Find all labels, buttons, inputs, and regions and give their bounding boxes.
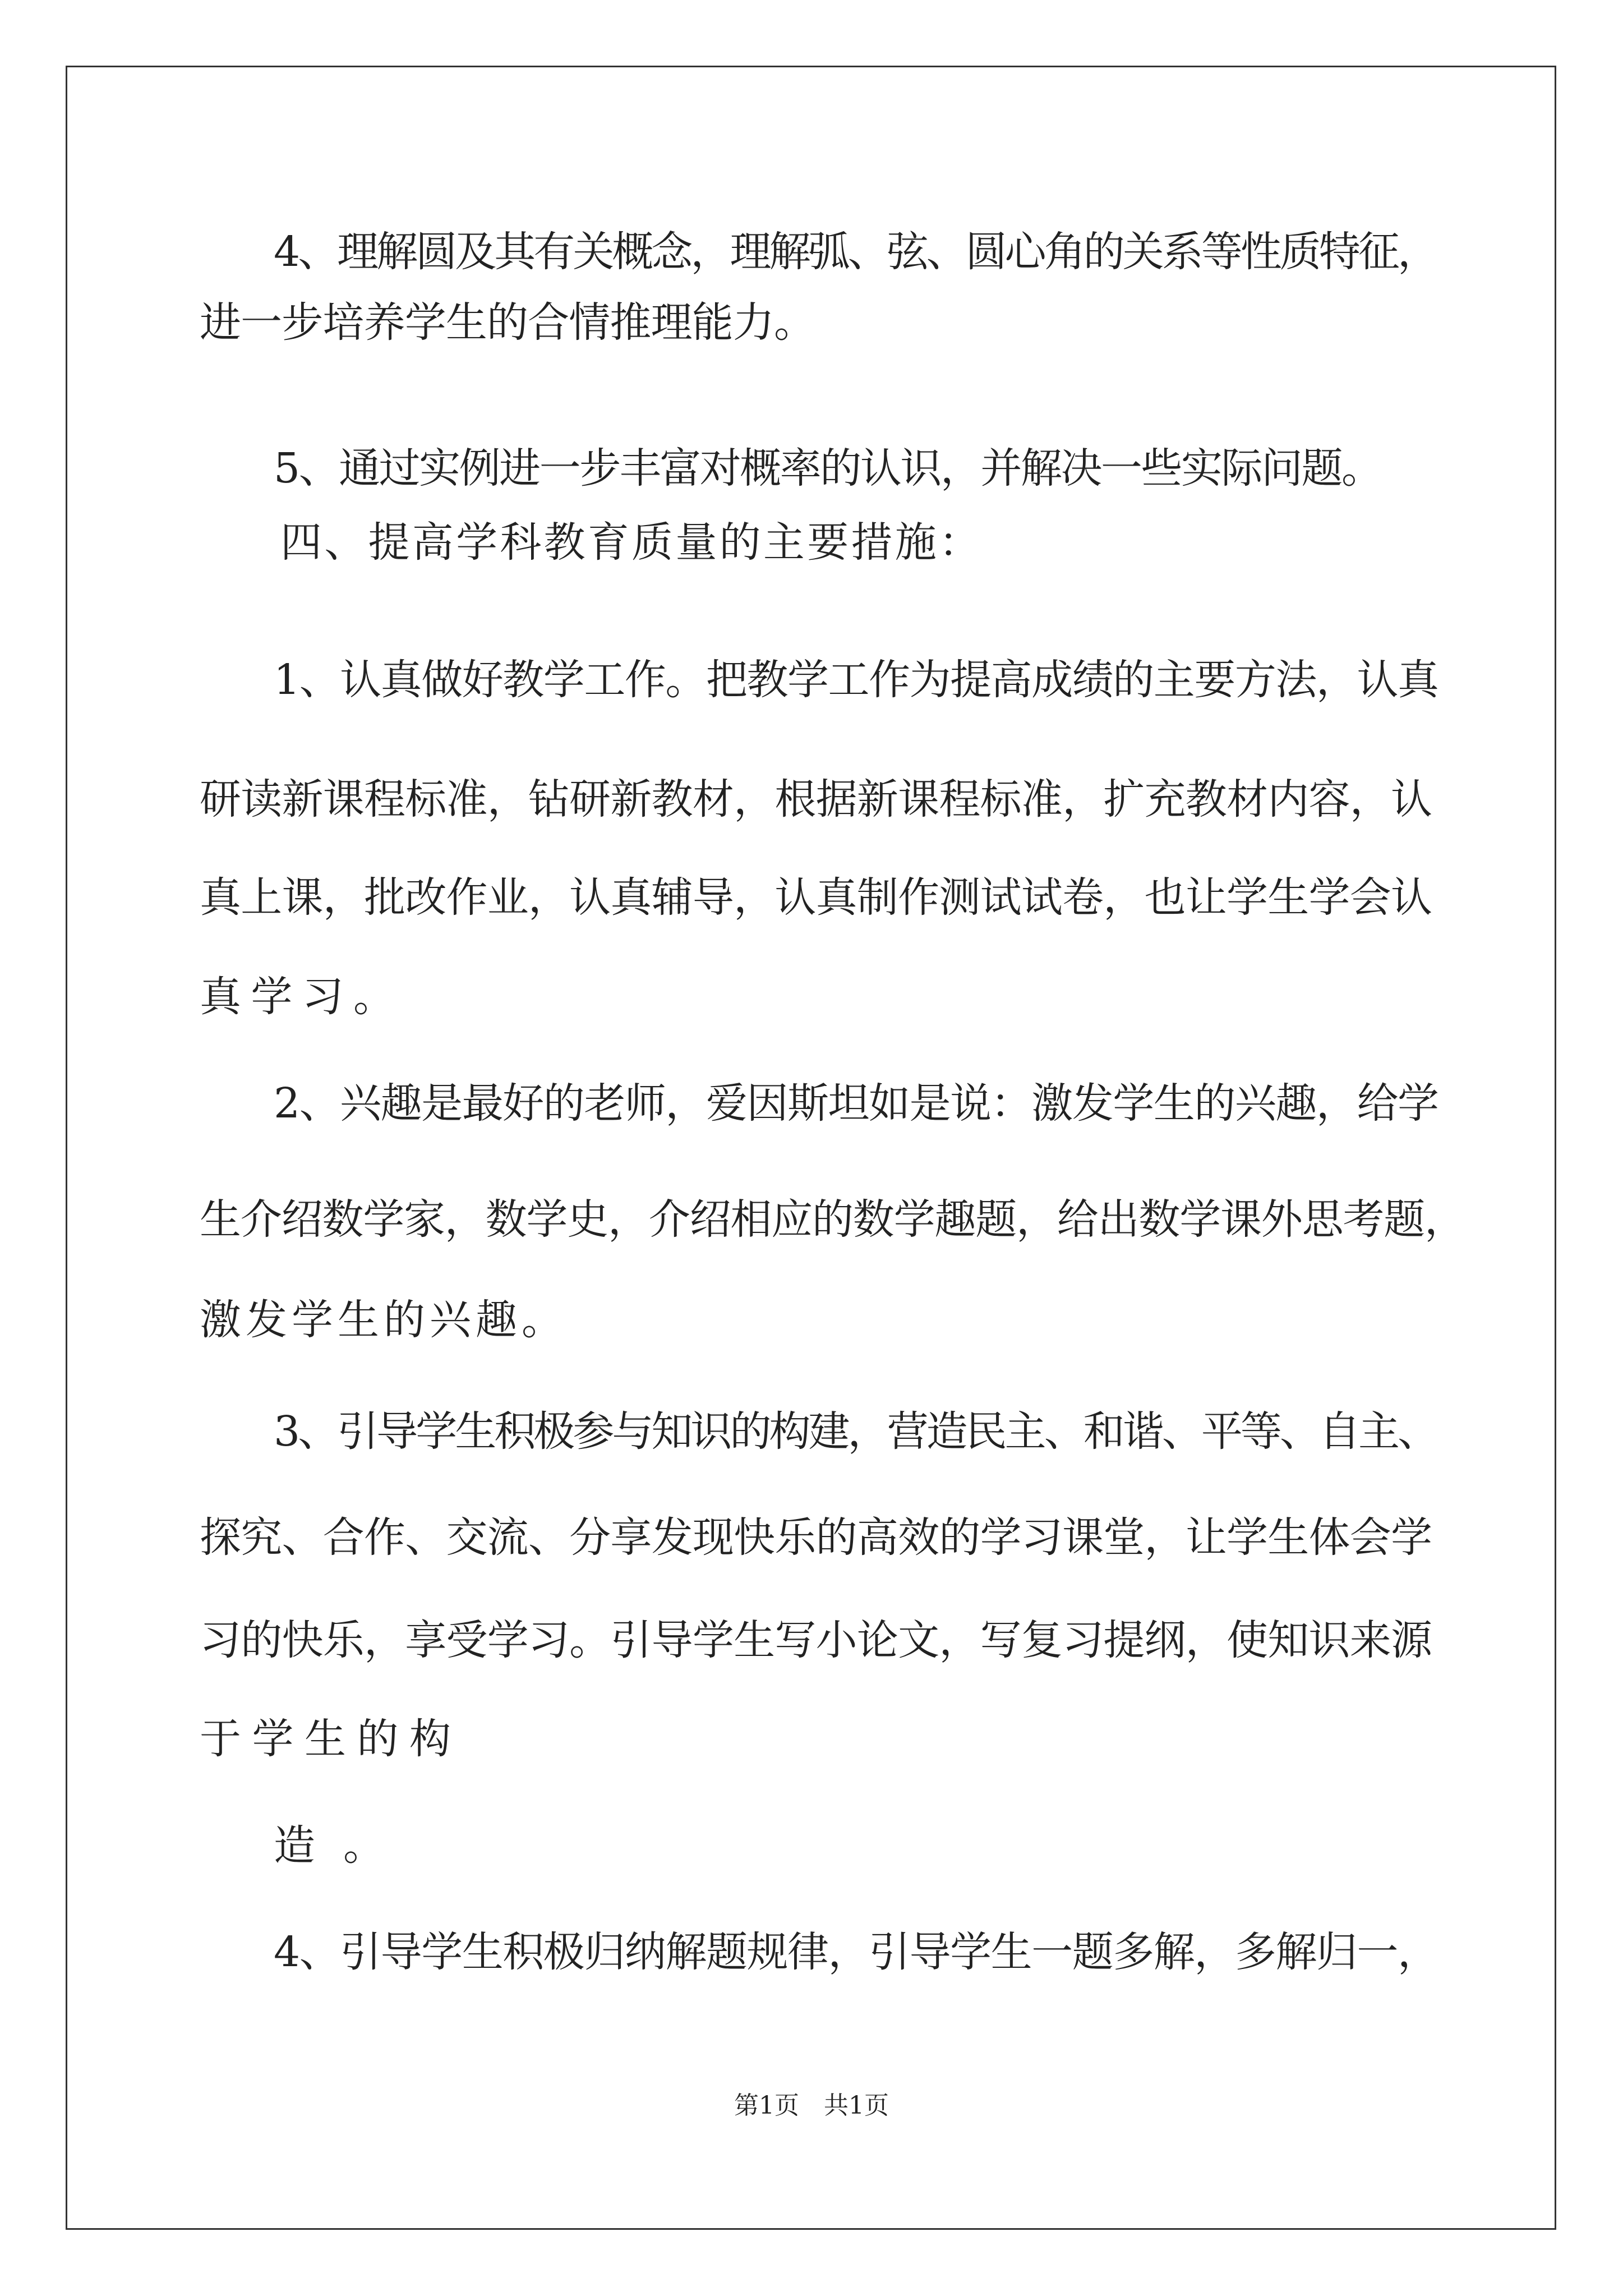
text-line: 生介绍数学家，数学史，介绍相应的数学趣题，给出数学课外思考题， — [200, 1195, 1465, 1244]
text-line: 4、理解圆及其有关概念，理解弧、弦、圆心角的关系等性质特征， — [274, 228, 1437, 276]
text-line: 3、引导学生积极参与知识的构建，营造民主、和谐、平等、自主、 — [274, 1407, 1437, 1456]
text-line: 研读新课程标准，钻研新教材，根据新课程标准，扩充教材内容，认 — [200, 775, 1432, 823]
text-line: 4、引导学生积极归纳解题规律，引导学生一题多解，多解归一， — [274, 1928, 1438, 1976]
text-line: 探究、合作、交流、分享发现快乐的高效的学习课堂，让学生体会学 — [200, 1513, 1432, 1562]
text-line: 造。 — [274, 1821, 413, 1870]
text-line: 2、兴趣是最好的老师，爱因斯坦如是说：激发学生的兴趣，给学 — [274, 1079, 1438, 1128]
section-heading: 四、提高学科教育质量的主要措施： — [280, 518, 983, 567]
text-line: 1、认真做好教学工作。把教学工作为提高成绩的主要方法，认真 — [274, 656, 1438, 704]
page-border — [66, 66, 1556, 2230]
text-line: 真上课，批改作业，认真辅导，认真制作测试试卷，也让学生学会认 — [200, 873, 1432, 922]
text-line: 真学习。 — [200, 973, 405, 1021]
text-line: 5、通过实例进一步丰富对概率的认识，并解决一些实际问题。 — [274, 444, 1382, 493]
text-line: 进一步培养学生的合情推理能力。 — [200, 298, 815, 347]
page-footer: 第1页 共1页 — [734, 2091, 889, 2120]
text-line: 激发学生的兴趣。 — [200, 1296, 568, 1344]
text-line: 于学生的构 — [200, 1715, 462, 1763]
text-line: 习的快乐，享受学习。引导学生写小论文，写复习提纲，使知识来源 — [200, 1616, 1432, 1664]
